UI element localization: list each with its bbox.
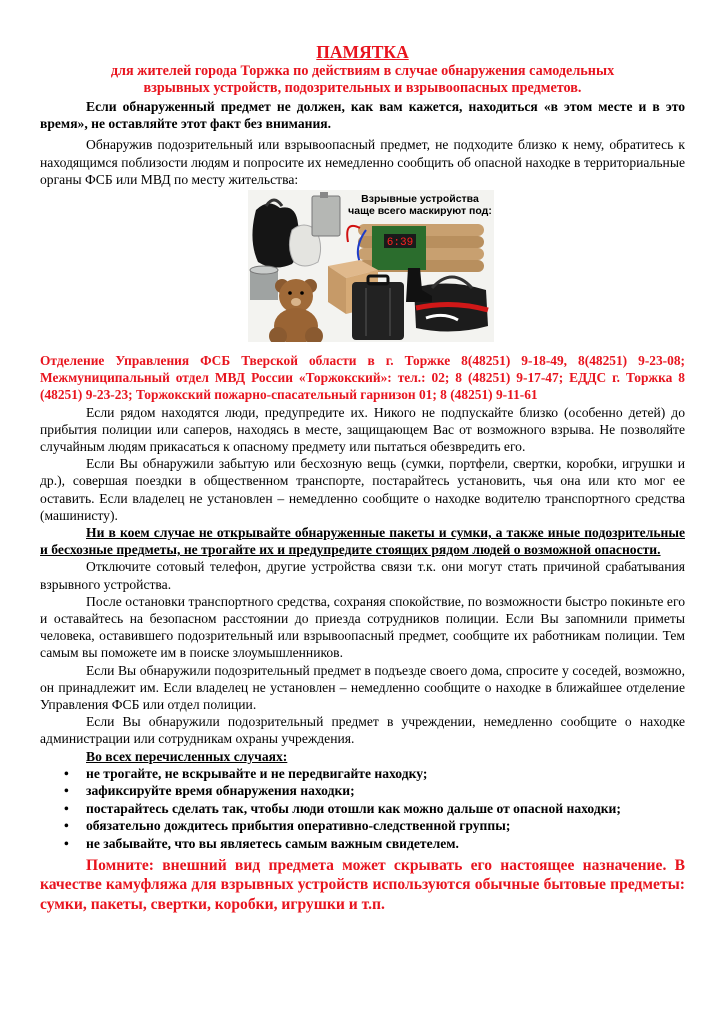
bullet-icon: •: [64, 835, 69, 851]
paragraph-institution: Если Вы обнаружили подозрительный предмет в учреждении, немедленно сообщите о находке администрации или сотрудникам охраны учреждения.: [40, 714, 685, 747]
instructions-list: [40, 765, 685, 852]
tin-can-icon: [250, 266, 278, 300]
list-heading: Во всех перечисленных случаях:: [86, 748, 288, 764]
intro-bold-paragraph: Если обнаруженный предмет не должен, как вам кажется, находиться «в этом месте и в это время», не оставляйте этот факт без внимания.: [40, 99, 685, 132]
caption-line-2: чаще всего маскируют под:: [348, 205, 492, 218]
timer-display: 6:39: [386, 237, 414, 250]
disguise-illustration: [248, 190, 494, 342]
paragraph-leave-vehicle: После остановки транспортного средства, сохраняя спокойствие, по возможности быстро покиньте его и оставайтесь на безопасном расстоянии до приезда сотрудников полиции. Если Вы запомнили приметы человека, оставившего подозрительный или взрывоопасный предмет, сообщите их работникам полиции. Тем самым вы поможете им в поиске злоумышленников.: [40, 593, 685, 661]
intro-paragraph: Обнаружив подозрительный или взрывоопасный предмет, не подходите близко к нему, обратитесь к находящимся поблизости людям и попросите их немедленно сообщить об опасной находке в территориальные органы ФСБ или МВД по месту жительства:: [40, 137, 685, 187]
suitcase-icon: [352, 276, 404, 340]
list-item: • не трогайте, не вскрывайте и не передвигайте находку;: [64, 765, 428, 781]
bullet-icon: •: [64, 783, 69, 799]
list-item: • обязательно дождитесь прибытия оперативно-следственной группы;: [64, 818, 511, 834]
page-subtitle: [40, 63, 685, 97]
list-item: • зафиксируйте время обнаружения находки;: [64, 783, 355, 799]
emergency-contacts: Отделение Управления ФСБ Тверской области в г. Торжке 8(48251) 9-18-49, 8(48251) 9-23-08; Межмуниципальный отдел МВД России «Торжокский»: тел.: 02; 8 (48251) 9-17-47; ЕДДС г. Торжка 8 (48251) 9-23-23; Торжокский пожарно-спасательный гарнизон 01; 8 (48251) 9-11-61: [40, 353, 685, 403]
subtitle-line-2: взрывных устройств, подозрительных и взрывоопасных предметов.: [143, 80, 582, 96]
memo-page: [40, 42, 685, 914]
list-item: • не забывайте, что вы являетесь самым важным свидетелем.: [64, 835, 459, 851]
paragraph-do-not-open: Ни в коем случае не открывайте обнаруженные пакеты и сумки, а также иные подозрительные и бесхозные предметы, не трогайте их и предупредите стоящих рядом людей о возможной опасности.: [40, 525, 685, 558]
paragraph-warn-people: Если рядом находятся люди, предупредите их. Никого не подпускайте близко (особенно детей) до прибытия полиции или саперов, находясь в месте, защищающем Вас от возможного взрыва. Не позволяйте случайным людям прикасаться к опасному предмету или пытаться обезвредить его.: [40, 404, 685, 455]
canister-icon: [312, 196, 340, 236]
paragraph-transport: Если Вы обнаружили забытую или бесхозную вещь (сумки, портфели, свертки, коробки, игрушки и др.), совершая поездки в общественном транспорте, постарайтесь установить, чья она или кто мог ее оставить. Если владелец не установлен – немедленно сообщите о находке водителю транспортного средства (машинисту).: [40, 456, 685, 523]
bullet-icon: •: [64, 765, 69, 781]
final-warning: Помните: внешний вид предмета может скрывать его настоящее назначение. В качестве камуфляжа для взрывных устройств используются обычные бытовые предметы: сумки, пакеты, свертки, коробки, игрушки и т.п.: [40, 856, 685, 913]
caption-line-1: Взрывные устройства: [361, 193, 479, 206]
subtitle-line-1: для жителей города Торжка по действиям в случае обнаружения самодельных: [110, 63, 615, 79]
paragraph-entrance: Если Вы обнаружили подозрительный предмет в подъезде своего дома, спросите у соседей, возможно, он принадлежит им. Если владелец не установлен – немедленно сообщите о находке в ближайшее отделение Управления ФСБ или отдел полиции.: [40, 662, 685, 713]
page-title: ПАМЯТКА: [316, 42, 409, 62]
paragraph-phone: Отключите сотовый телефон, другие устройства связи т.к. они могут стать причиной срабатывания взрывного устройства.: [40, 559, 685, 592]
bullet-icon: •: [64, 818, 69, 834]
illustration-svg: [248, 190, 494, 342]
bullet-icon: •: [64, 800, 69, 816]
list-item: • постарайтесь сделать так, чтобы люди отошли как можно дальше от опасной находки;: [64, 800, 621, 816]
